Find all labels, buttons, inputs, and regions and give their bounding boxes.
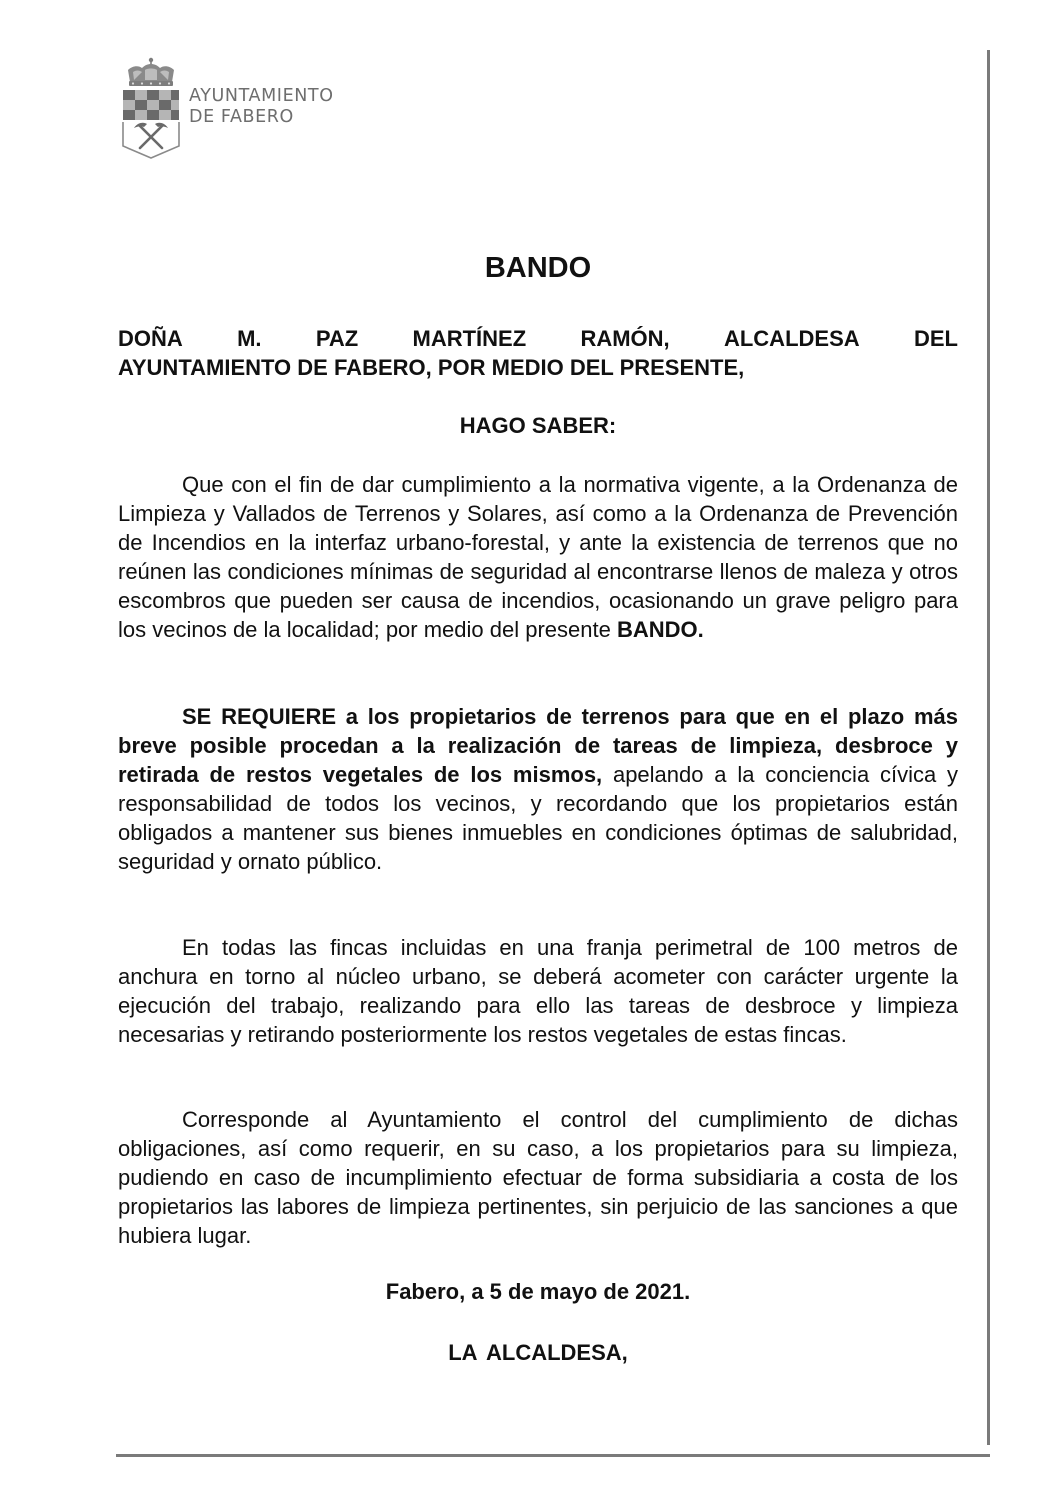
issuer-word: RAMÓN, bbox=[580, 326, 670, 351]
issuer-word: M. bbox=[237, 326, 262, 351]
issuer-statement-line2: AYUNTAMIENTO DE FABERO, POR MEDIO DEL PRESENTE, bbox=[118, 355, 745, 380]
organization-name-line1: AYUNTAMIENTO bbox=[189, 86, 334, 106]
municipal-logo bbox=[120, 56, 380, 166]
paragraph-2 bbox=[118, 702, 958, 876]
paragraph-2-bold: SE REQUIERE a los propietarios de terrenos para que en el plazo más breve posible procedan a la realización de tareas de limpieza, desbroce y retirada de restos vegetales de los mismos, bbox=[118, 704, 958, 787]
coat-of-arms-icon bbox=[120, 56, 182, 160]
right-border-rule bbox=[987, 50, 990, 1445]
subheading: HAGO SABER: bbox=[459, 413, 617, 438]
paragraph-1-bold: BANDO. bbox=[616, 617, 704, 642]
bottom-border-rule bbox=[116, 1454, 990, 1457]
issuer-word: DOÑA bbox=[118, 326, 183, 351]
issuer-word: PAZ bbox=[315, 326, 359, 351]
issuer-statement bbox=[118, 324, 958, 382]
organization-name-line2: DE FABERO bbox=[189, 107, 294, 127]
paragraph-4: Corresponde al Ayuntamiento el control del cumplimiento de dichas obligaciones, así como requerir, en su caso, a los propietarios para su limpieza, pudiendo en caso de incumplimiento efectuar de forma subsidiaria a costa de los propietarios las labores de limpieza pertinentes, sin perjuicio de las sanciones a que hubiera lugar. bbox=[118, 1107, 958, 1248]
paragraph-3: En todas las fincas incluidas en una franja perimetral de 100 metros de anchura en torno al núcleo urbano, se deberá acometer con carácter urgente la ejecución del trabajo, realizando para ello las tareas de desbroce y limpieza necesarias y retirando posteriormente los restos vegetales de estas fincas. bbox=[118, 935, 958, 1047]
paragraph-2-text: apelando a la conciencia cívica y responsabilidad de todos los vecinos, y recordando que los propietarios están obligados a mantener sus bienes inmuebles en condiciones óptimas de salubridad, seguridad y ornato público. bbox=[118, 762, 958, 874]
issuer-word: DEL bbox=[913, 326, 958, 351]
document-title: BANDO bbox=[484, 252, 592, 284]
issuer-statement-line1 bbox=[118, 324, 958, 353]
signature-title: LA ALCALDESA, bbox=[448, 1340, 628, 1365]
issuer-word: MARTÍNEZ bbox=[412, 326, 527, 351]
paragraph-1-text: Que con el fin de dar cumplimiento a la normativa vigente, a la Ordenanza de Limpieza y Vallados de Terrenos y Solares, así como a la Ordenanza de Prevención de Incendios en la interfaz urbano-forestal, y ante la existencia de terrenos que no reúnen las condiciones mínimas de seguridad al encontrarse llenos de maleza y otros escombros que pueden ser causa de incendios, ocasionando un grave peligro para los vecinos de la localidad; por medio del presente bbox=[118, 472, 958, 642]
issuer-word: ALCALDESA bbox=[723, 326, 860, 351]
paragraph-1 bbox=[118, 470, 958, 644]
organization-name bbox=[189, 86, 334, 128]
date-line: Fabero, a 5 de mayo de 2021. bbox=[385, 1279, 691, 1304]
